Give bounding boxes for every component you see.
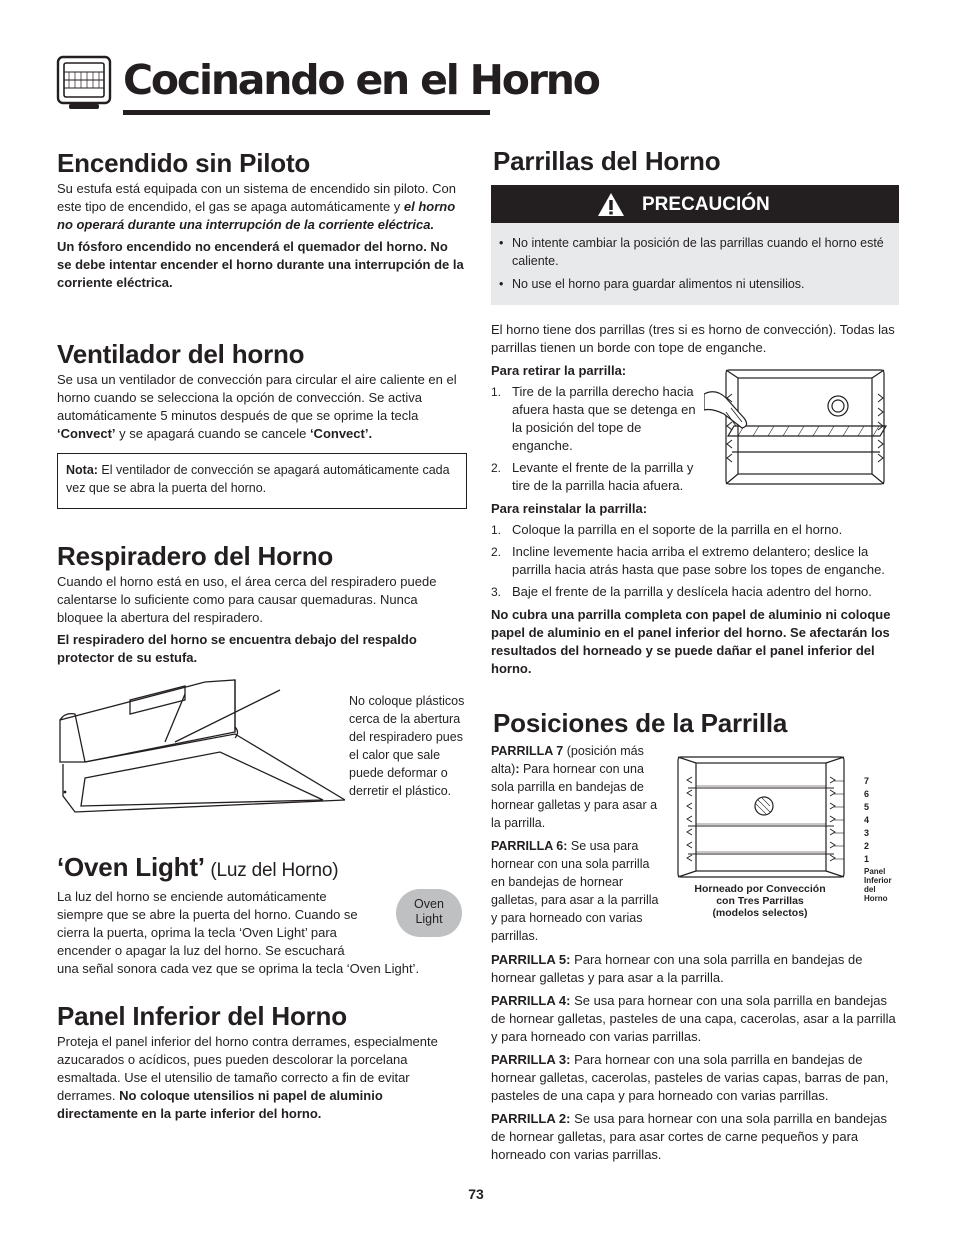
caution-item: • No intente cambiar la posición de las parrillas cuando el horno esté caliente. xyxy=(491,234,889,270)
diagram-caption: Horneado por Convección con Tres Parrillas (modelos selectos) xyxy=(694,883,826,919)
reinstall-step: 3. Baje el frente de la parrilla y deslícela hacia adentro del horno. xyxy=(491,584,872,599)
caution-item: • No use el horno para guardar alimentos ni utensilios. xyxy=(491,275,889,293)
section-posiciones xyxy=(493,708,903,738)
page-number: 73 xyxy=(468,1186,484,1202)
rack-2-description: PARRILLA 2: Se usa para hornear con una sola parrilla en bandejas de hornear galletas, para asar cortes de carne pequeños y para horneado con varias parrillas. xyxy=(491,1111,887,1162)
oven-light-button[interactable] xyxy=(396,889,462,937)
range-vent-illustration xyxy=(55,672,345,814)
respiradero-paragraph-2: El respiradero del horno se encuentra debajo del respaldo protector de su estufa. xyxy=(57,632,417,665)
posiciones-side-text xyxy=(491,742,661,949)
section-parrillas xyxy=(493,146,901,176)
caution-list xyxy=(491,223,899,293)
rack-6-description: PARRILLA 6: Se usa para hornear con una sola parrilla en bandejas de hornear galletas, para asar a la parrilla y para horneado con varias parrillas. xyxy=(491,839,659,943)
rack-number-labels xyxy=(864,775,880,866)
rack-number: 6 xyxy=(864,789,870,799)
reinstall-step: 2. Incline levemente hacia arriba el extremo delantero; deslice la parrilla hacia atrás hasta que pase sobre los topes de enganche. xyxy=(491,544,885,577)
posiciones-body xyxy=(491,951,903,1168)
rack-number: 5 xyxy=(864,802,870,812)
reinstall-heading: Para reinstalar la parrilla: xyxy=(491,501,648,516)
heading-respiradero: Respiradero del Horno xyxy=(57,541,334,571)
warning-triangle-icon xyxy=(597,192,625,217)
oven-light-paragraph: La luz del horno se enciende automáticamente siempre que se abre la puerta del horno. Cuando se cierra la puerta, oprima la tecla ‘Oven Light’ para encender o apagar la luz del horno. Se escuchará xyxy=(57,889,358,958)
oven-light-button-line-1: Oven xyxy=(414,897,444,911)
heading-oven-light: ‘Oven Light’ (Luz del Horno) xyxy=(57,852,339,882)
rack-positions-diagram xyxy=(676,755,846,880)
heading-encendido: Encendido sin Piloto xyxy=(57,148,311,178)
caution-header xyxy=(491,185,899,223)
note-text: Nota: El ventilador de convección se apagará automáticamente cada vez que se abra la puerta del horno. xyxy=(66,463,450,495)
rack-removal-illustration xyxy=(704,364,890,488)
section-ventilador xyxy=(57,339,465,447)
caution-box xyxy=(491,185,899,305)
oven-light-button-line-2: Light xyxy=(415,912,443,926)
section-encendido xyxy=(57,148,465,296)
caution-label: PRECAUCIÓN xyxy=(642,194,770,215)
rack-number: 4 xyxy=(864,815,870,825)
reinstall-steps xyxy=(491,521,903,601)
heading-posiciones: Posiciones de la Parrilla xyxy=(493,708,788,738)
rack-5-description: PARRILLA 5: Para hornear con una sola parrilla en bandejas de hornear galletas y para asar a la parrilla. xyxy=(491,952,863,985)
ventilador-paragraph: Se usa un ventilador de convección para circular el aire caliente en el horno cuando se selecciona la opción de convección. Se activa automáticamente 5 minutos después de que se oprime la tecla ‘Convect’ y se apagará cuando se cancele ‘Convect’. xyxy=(57,372,457,441)
note-box xyxy=(57,453,467,509)
rack-3-description: PARRILLA 3: Para hornear con una sola parrilla en bandejas de hornear galletas, cacerolas, pasteles de varias capas, barras de pan, pasteles de una capa y para horneado con varias parrillas. xyxy=(491,1052,889,1103)
heading-parrillas: Parrillas del Horno xyxy=(493,146,721,176)
rack-number: 1 xyxy=(864,854,870,864)
bottom-panel-label: Panel Inferior del Horno xyxy=(864,867,892,903)
encendido-paragraph-2: Un fósforo encendido no encenderá el quemador del horno. No se debe intentar encender el horno durante una interrupción de la corriente eléctrica. xyxy=(57,239,464,290)
section-respiradero xyxy=(57,541,447,671)
rack-7-description: PARRILLA 7 (posición más alta): Para hornear con una sola parrilla en bandejas de hornear galletas y para asar a la parrilla. xyxy=(491,744,658,830)
vent-caption: No coloque plásticos cerca de la abertura del respiradero pues el calor que sale puede deformar o derretir el plástico. xyxy=(349,694,465,798)
oven-icon xyxy=(55,54,113,112)
page-title: Cocinando en el Horno xyxy=(123,56,599,104)
respiradero-paragraph-1: Cuando el horno está en uso, el área cerca del respiradero puede calentarse lo suficiente como para causar quemaduras. Nunca bloquee la abertura del respiradero. xyxy=(57,574,437,625)
heading-ventilador: Ventilador del horno xyxy=(57,339,305,369)
heading-panel: Panel Inferior del Horno xyxy=(57,1001,347,1031)
oven-light-paragraph-end: una señal sonora cada vez que se oprima la tecla ‘Oven Light’. xyxy=(57,961,420,976)
rack-number: 3 xyxy=(864,828,870,838)
remove-steps xyxy=(491,383,697,495)
remove-step: 1. Tire de la parrilla derecho hacia afuera hasta que se detenga en la posición del tope de enganche. xyxy=(491,384,696,453)
rack-number: 2 xyxy=(864,841,870,851)
foil-warning: No cubra una parrilla completa con papel de aluminio ni coloque papel de aluminio en el panel inferior del horno. Se afectarán los resultados del horneado y se puede dañar el panel inferior del horno. xyxy=(491,607,891,676)
reinstall-step: 1. Coloque la parrilla en el soporte de la parrilla en el horno. xyxy=(491,522,843,537)
title-rule xyxy=(123,110,490,115)
section-panel xyxy=(57,1001,457,1127)
remove-step: 2. Levante el frente de la parrilla y tire de la parrilla hacia afuera. xyxy=(491,460,694,493)
parrillas-intro: El horno tiene dos parrillas (tres si es horno de convección). Todas las parrillas tienen un borde con tope de enganche. xyxy=(491,322,895,355)
panel-paragraph: Proteja el panel inferior del horno contra derrames, especialmente azucarados o acídicos, pues pueden descolorar la porcelana esmaltada. Use el utensilio de tamaño correcto a fin de evitar derrames. No coloque utensilios ni papel de aluminio directamente en la parte inferior del horno. xyxy=(57,1034,438,1121)
rack-number: 7 xyxy=(864,776,870,786)
encendido-paragraph-1: Su estufa está equipada con un sistema de encendido sin piloto. Con este tipo de encendido, el gas se apaga automáticamente y el horno no operará durante una interrupción de la corriente eléctrica. xyxy=(57,181,456,232)
page-header xyxy=(55,52,599,118)
rack-4-description: PARRILLA 4: Se usa para hornear con una sola parrilla en bandejas de hornear galletas, pasteles de una capa, cacerolas, asar a la parrilla y para horneado con varias parrillas. xyxy=(491,993,896,1044)
remove-heading: Para retirar la parrilla: xyxy=(491,363,627,378)
